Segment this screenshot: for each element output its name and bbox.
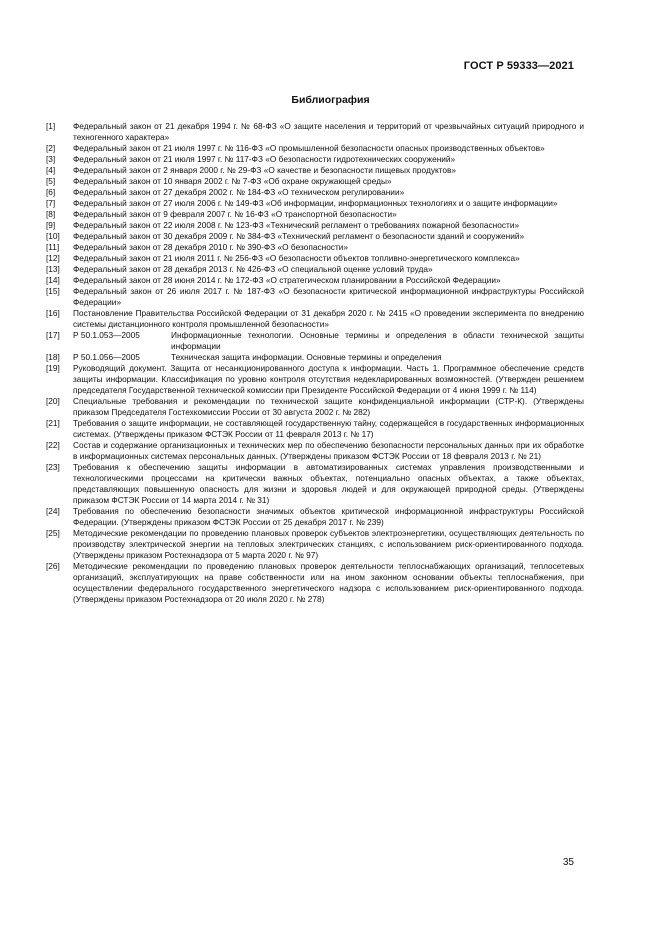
reference-text: Руководящий документ. Защита от несанкционированного доступа к информации. Часть 1. Программное обеспечение средств защиты информации. Классификация по уровню контроля отсутствия недекларированных возможностей. (Утвержден решением председателя Государственной технической комиссии при Президенте Российской Федерации от 4 июня 1999 г. № 114) [73, 363, 584, 395]
reference-item [46, 528, 584, 561]
reference-number: [9] [46, 220, 56, 230]
section-title: Библиография [291, 94, 370, 106]
reference-text: Требования по обеспечению безопасности значимых объектов критической информационной инфраструктуры Российской Федерации. (Утверждены приказом ФСТЭК России от 25 декабря 2017 г. № 239) [73, 506, 584, 527]
reference-text: Федеральный закон от 21 декабря 1994 г. № 68-ФЗ «О защите населения и территорий от чрезвычайных ситуаций природного и техногенного характера» [73, 121, 584, 142]
reference-number: [21] [46, 418, 60, 428]
reference-number: [23] [46, 462, 60, 472]
reference-code: Р 50.1.053—2005 [73, 330, 140, 340]
reference-text: Федеральный закон от 21 июля 2011 г. № 256-ФЗ «О безопасности объектов топливно-энергетического комплекса» [73, 253, 520, 263]
reference-number: [3] [46, 154, 56, 164]
reference-number: [26] [46, 561, 60, 571]
reference-item [46, 275, 584, 286]
reference-text: Постановление Правительства Российской Федерации от 31 декабря 2020 г. № 2415 «О проведении эксперимента по внедрению системы дистанционного контроля промышленной безопасности» [73, 308, 584, 329]
reference-text: Федеральный закон от 28 июня 2014 г. № 172-ФЗ «О стратегическом планировании в Российской Федерации» [73, 275, 501, 285]
reference-item [46, 396, 584, 418]
reference-item [46, 220, 584, 231]
reference-text: Федеральный закон от 27 декабря 2002 г. № 184-ФЗ «О техническом регулировании» [73, 187, 405, 197]
reference-item [46, 231, 584, 242]
reference-text: Специальные требования и рекомендации по технической защите конфиденциальной информации (СТР-К). (Утверждены приказом Председателя Гостехкомиссии России от 30 августа 2002 г. № 282) [73, 396, 584, 417]
reference-text: Федеральный закон от 21 июля 1997 г. № 117-ФЗ «О безопасности гидротехнических сооружений» [73, 154, 456, 164]
reference-number: [2] [46, 143, 56, 153]
reference-number: [6] [46, 187, 56, 197]
reference-number: [5] [46, 176, 56, 186]
reference-text: Федеральный закон от 10 января 2002 г. № 7-ФЗ «Об охране окружающей среды» [73, 176, 392, 186]
reference-entry [73, 352, 584, 363]
reference-item [46, 506, 584, 528]
reference-item [46, 165, 584, 176]
reference-number: [18] [46, 352, 60, 362]
reference-number: [1] [46, 121, 56, 131]
reference-entry [73, 330, 584, 352]
reference-number: [24] [46, 506, 60, 516]
reference-text: Методические рекомендации по проведению плановых проверок субъектов электроэнергетики, осуществляющих деятельность по производству электрической энергии на тепловых электрических станциях, с использованием риск-ориентированного подхода. (Утверждены приказом Ростехнадзора от 5 марта 2020 г. № 97) [73, 528, 584, 560]
reference-item [46, 121, 584, 143]
reference-item [46, 264, 584, 275]
reference-item [46, 187, 584, 198]
reference-text: Федеральный закон от 9 февраля 2007 г. № 16-ФЗ «О транспортной безопасности» [73, 209, 397, 219]
reference-item [46, 561, 584, 605]
reference-item [46, 363, 584, 396]
reference-number: [11] [46, 242, 60, 252]
reference-item [46, 418, 584, 440]
reference-text: Состав и содержание организационных и технических мер по обеспечению безопасности персональных данных при их обработке в информационных системах персональных данных. (Утверждены приказом ФСТЭК России от 18 февраля 2013 г. № 21) [73, 440, 584, 461]
reference-text: Федеральный закон от 21 июля 1997 г. № 116-ФЗ «О промышленной безопасности опасных производственных объектов» [73, 143, 545, 153]
reference-text: Федеральный закон от 30 декабря 2009 г. № 384-ФЗ «Технический регламент о безопасности зданий и сооружений» [73, 231, 525, 241]
reference-item [46, 198, 584, 209]
reference-number: [15] [46, 286, 60, 296]
reference-text: Методические рекомендации по проведению плановых проверок деятельности теплоснабжающих организаций, теплосетевых организаций, эксплуатирующих на праве собственности или на ином законном основании объекты теплоснабжения, при осуществлении федерального государственного энергетического надзора с использованием риск-ориентированного подхода. (Утверждены приказом Ростехнадзора от 20 июля 2020 г. № 278) [73, 561, 584, 604]
reference-text: Федеральный закон от 28 декабря 2010 г. № 390-ФЗ «О безопасности» [73, 242, 348, 252]
reference-item [46, 440, 584, 462]
reference-item [46, 286, 584, 308]
reference-number: [8] [46, 209, 56, 219]
reference-text: Требования к обеспечению защиты информации в автоматизированных системах управления производственными и технологическими процессами на критически важных объектах, потенциально опасных объектах, а также объектах, представляющих повышенную опасность для жизни и здоровья людей и для окружающей природной среды. (Утверждены приказом ФСТЭК России от 14 марта 2014 г. № 31) [73, 462, 584, 505]
reference-number: [13] [46, 264, 60, 274]
reference-number: [4] [46, 165, 56, 175]
reference-item [46, 308, 584, 330]
reference-number: [17] [46, 330, 60, 340]
reference-number: [25] [46, 528, 60, 538]
reference-item [46, 176, 584, 187]
reference-item [46, 143, 584, 154]
reference-item [46, 242, 584, 253]
reference-item [46, 462, 584, 506]
reference-text: Федеральный закон от 28 декабря 2013 г. № 426-ФЗ «О специальной оценке условий труда» [73, 264, 433, 274]
reference-item [46, 253, 584, 264]
reference-text: Техническая защита информации. Основные термины и определения [171, 352, 442, 362]
reference-text: Федеральный закон от 26 июля 2017 г. № 187-ФЗ «О безопасности критической информационной инфраструктуры Российской Федерации» [73, 286, 584, 307]
page-number: 35 [562, 857, 574, 868]
reference-text: Федеральный закон от 27 июля 2006 г. № 149-ФЗ «Об информации, информационных технологиях и о защите информации» [73, 198, 558, 208]
reference-text: Федеральный закон от 22 июля 2008 г. № 123-ФЗ «Технический регламент о требованиях пожарной безопасности» [73, 220, 520, 230]
reference-code: Р 50.1.056—2005 [73, 352, 140, 362]
reference-number: [19] [46, 363, 60, 373]
reference-number: [12] [46, 253, 60, 263]
reference-number: [20] [46, 396, 60, 406]
bibliography-list [46, 121, 584, 605]
reference-text: Федеральный закон от 2 января 2000 г. № 29-ФЗ «О качестве и безопасности пищевых продуктов» [73, 165, 457, 175]
reference-number: [7] [46, 198, 56, 208]
reference-number: [16] [46, 308, 60, 318]
reference-item [46, 352, 584, 363]
reference-item [46, 209, 584, 220]
reference-item [46, 154, 584, 165]
reference-item [46, 330, 584, 352]
standard-number: ГОСТ Р 59333—2021 [463, 60, 574, 72]
reference-number: [22] [46, 440, 60, 450]
reference-text: Требования о защите информации, не составляющей государственную тайну, содержащейся в государственных информационных системах. (Утверждены приказом ФСТЭК России от 11 февраля 2013 г. № 17) [73, 418, 584, 439]
reference-text: Информационные технологии. Основные термины и определения в области технической защиты информации [171, 330, 584, 351]
reference-number: [10] [46, 231, 60, 241]
reference-number: [14] [46, 275, 60, 285]
